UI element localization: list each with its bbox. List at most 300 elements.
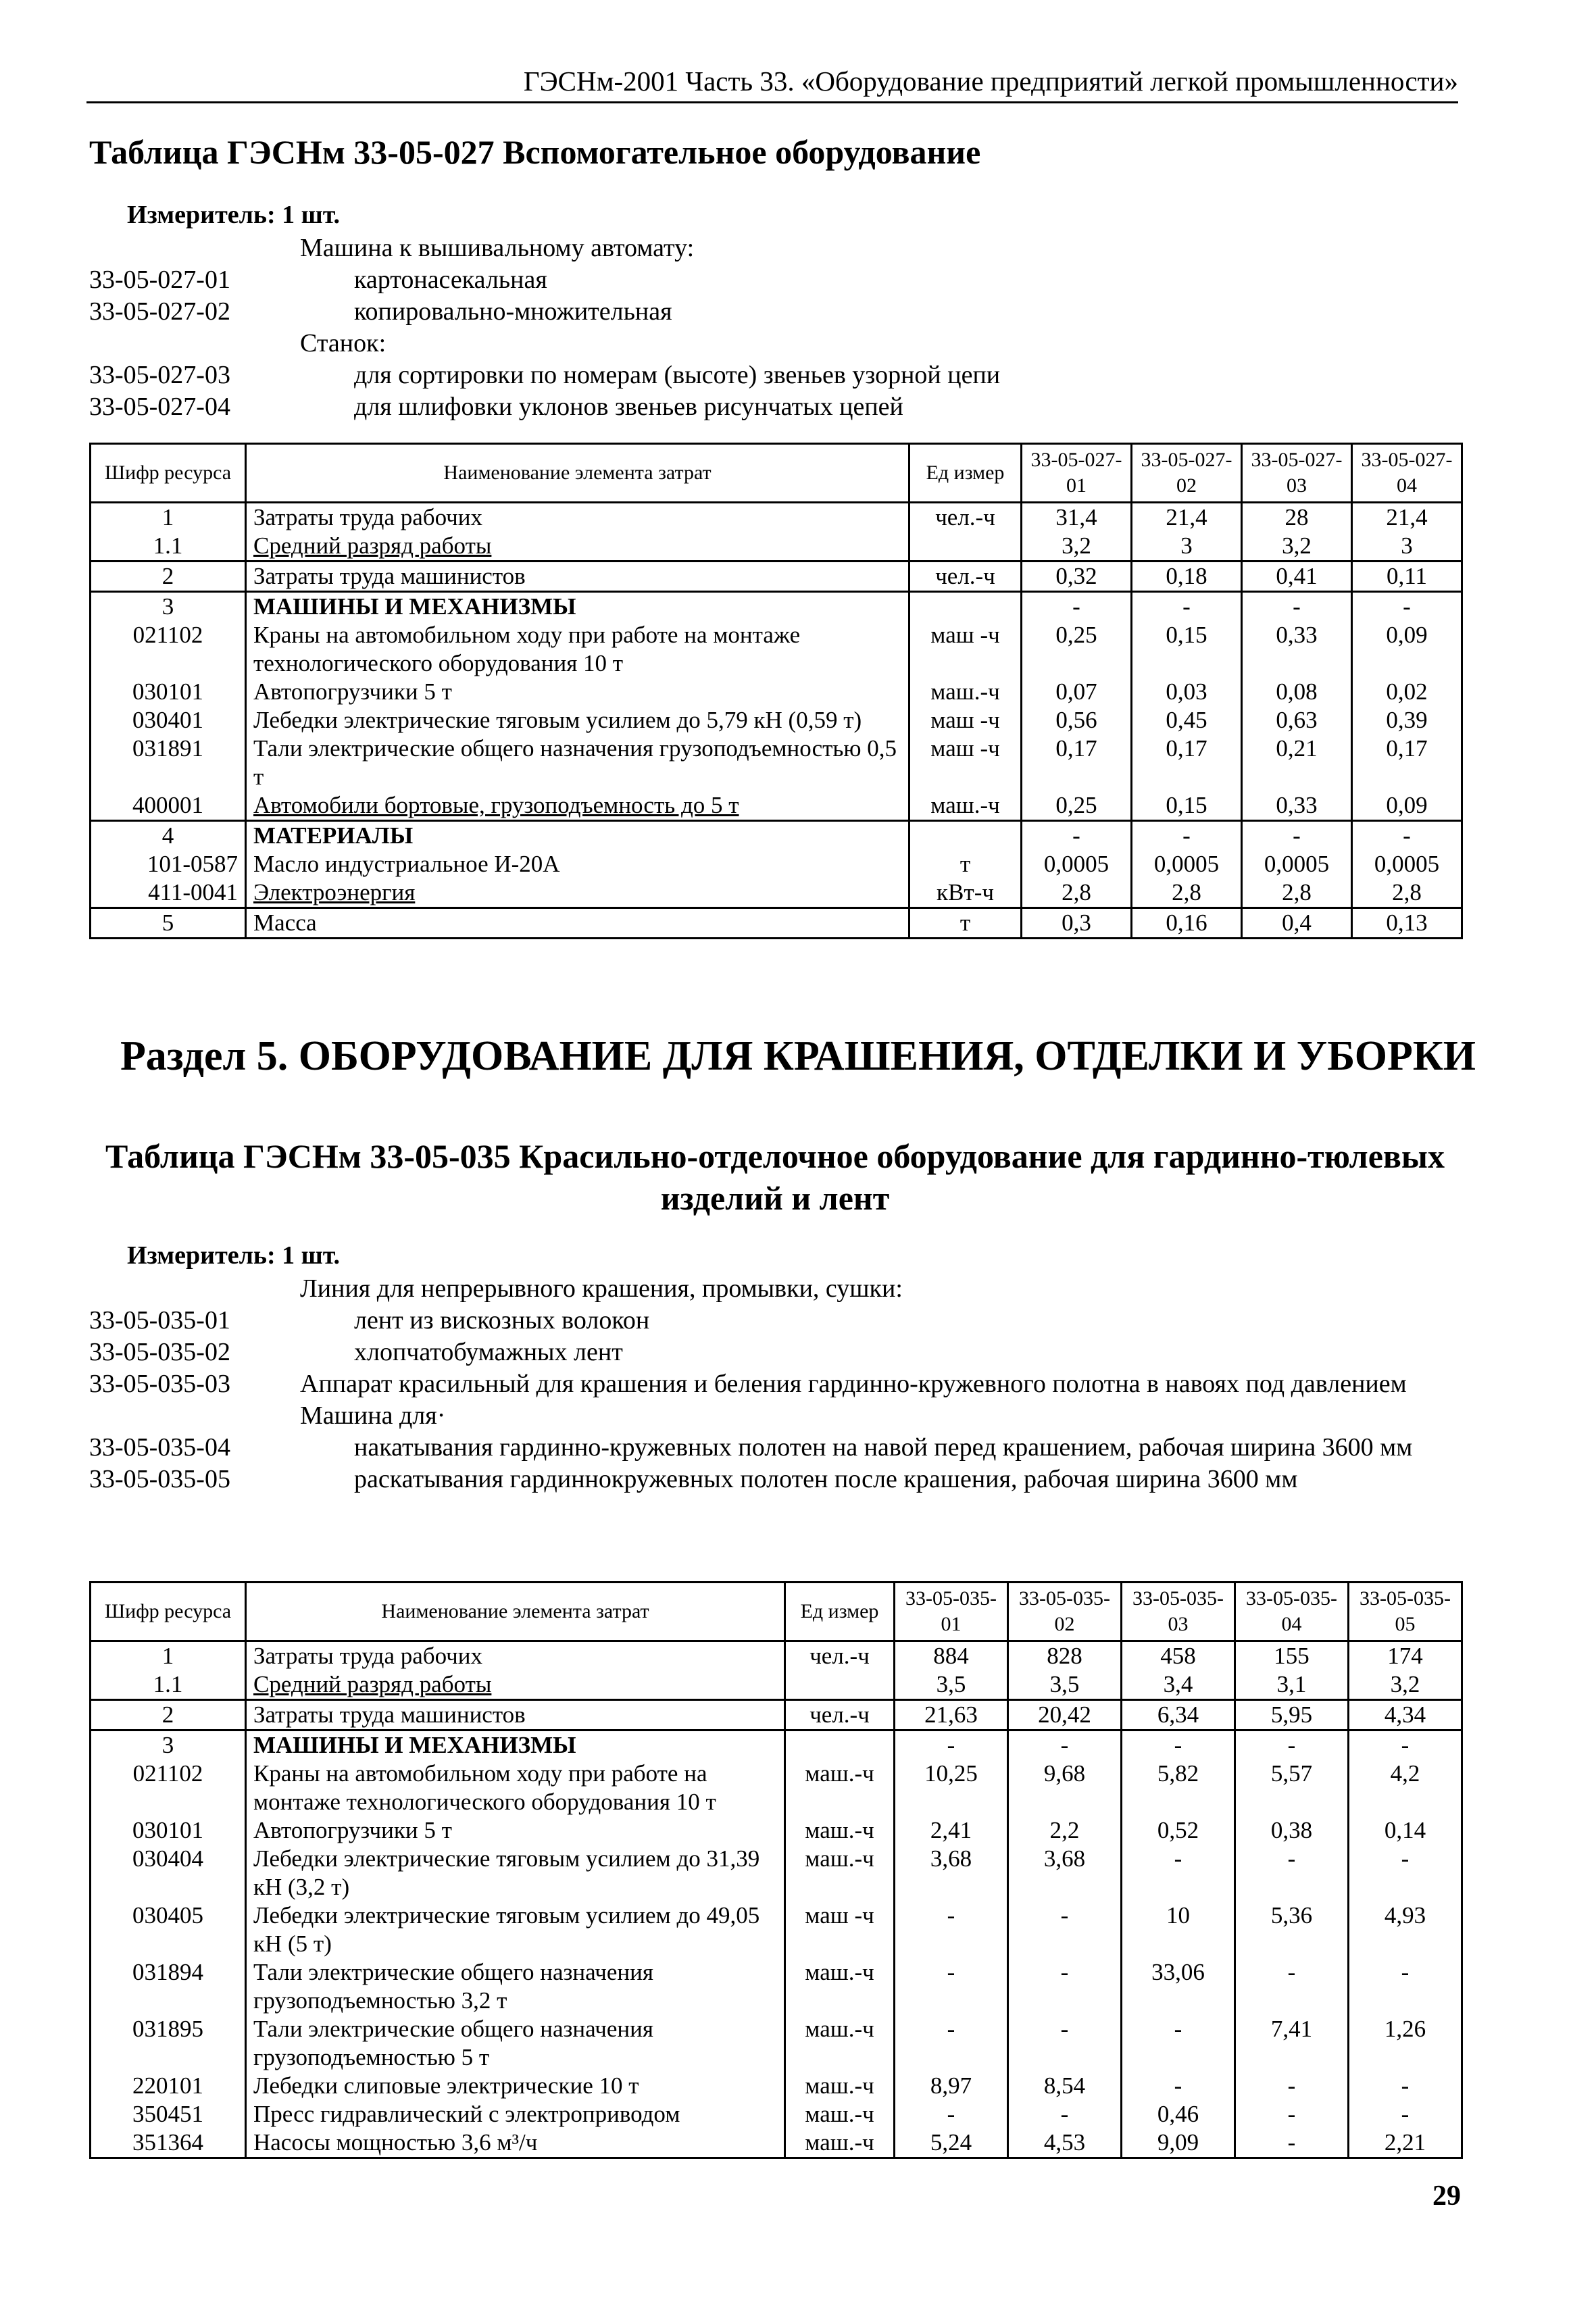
- cost-element-name: [246, 791, 909, 821]
- value-cell: 0,15: [1132, 791, 1242, 821]
- cost-element-name: [246, 503, 909, 532]
- value-cell: 0,09: [1352, 621, 1462, 678]
- column-header: 33-05-035-01: [895, 1583, 1008, 1641]
- value-cell: -: [895, 1901, 1008, 1958]
- value-cell: -: [1235, 2072, 1349, 2100]
- value-cell: -: [1122, 1731, 1235, 1760]
- value-cell: 4,34: [1349, 1700, 1462, 1731]
- table-row: [91, 1760, 1462, 1816]
- item-group-label: Машина к вышивальному автомату:: [300, 234, 695, 262]
- item-code: 33-05-027-02: [89, 297, 230, 326]
- table-row: [91, 2072, 1462, 2100]
- item-code: 33-05-035-03: [89, 1370, 230, 1398]
- value-cell: 0,07: [1022, 678, 1132, 706]
- item-text: Аппарат красильный для крашения и беления гардинно-кружевного полотна в навоях под давлением: [300, 1370, 1407, 1398]
- value-cell: 0,17: [1352, 735, 1462, 791]
- value-cell: 9,09: [1122, 2129, 1235, 2158]
- value-cell: -: [895, 1731, 1008, 1760]
- item-row: [89, 232, 1461, 264]
- column-header: 33-05-027-02: [1132, 444, 1242, 503]
- table-row: [91, 791, 1462, 821]
- value-cell: 5,36: [1235, 1901, 1349, 1958]
- resource-code: 2: [91, 1700, 246, 1731]
- value-cell: -: [1242, 592, 1352, 622]
- item-text: копировально-множительная: [354, 297, 672, 326]
- item-text: накатывания гардинно-кружевных полотен на навой перед крашением, рабочая ширина 3600 мм: [354, 1433, 1413, 1462]
- value-cell: 5,95: [1235, 1700, 1349, 1731]
- unit-cell: маш -ч: [909, 706, 1022, 735]
- value-cell: 3,4: [1122, 1670, 1235, 1700]
- value-cell: -: [1122, 1845, 1235, 1901]
- item-row: [89, 359, 1461, 391]
- item-code: 33-05-027-03: [89, 361, 230, 389]
- value-cell: -: [895, 2015, 1008, 2072]
- value-cell: 0,18: [1132, 562, 1242, 592]
- table1-measure: [127, 200, 340, 230]
- measure-label: Измеритель:: [127, 1241, 276, 1270]
- value-cell: 458: [1122, 1641, 1235, 1671]
- value-cell: 3,68: [1008, 1845, 1122, 1901]
- cost-element-name: [246, 678, 909, 706]
- value-cell: -: [895, 1958, 1008, 2015]
- column-header: Наименование элемента затрат: [246, 444, 909, 503]
- value-cell: -: [1242, 821, 1352, 851]
- value-cell: -: [895, 2100, 1008, 2129]
- item-code: 33-05-027-01: [89, 266, 230, 294]
- cost-element-text: Затраты труда рабочих: [253, 504, 482, 530]
- value-cell: 0,08: [1242, 678, 1352, 706]
- item-row: [89, 1305, 1461, 1337]
- table-row: [91, 532, 1462, 562]
- cost-element-name: [246, 1816, 785, 1845]
- column-header: 33-05-035-05: [1349, 1583, 1462, 1641]
- resource-code: 030101: [91, 678, 246, 706]
- item-row: [89, 391, 1461, 423]
- value-cell: 9,68: [1008, 1760, 1122, 1816]
- resource-code: 5: [91, 908, 246, 939]
- value-cell: 3,2: [1349, 1670, 1462, 1700]
- cost-element-name: [246, 562, 909, 592]
- unit-cell: маш.-ч: [785, 1845, 895, 1901]
- resource-code: 4: [91, 821, 246, 851]
- resource-code: 2: [91, 562, 246, 592]
- value-cell: 0,17: [1022, 735, 1132, 791]
- table-row: [91, 850, 1462, 878]
- cost-element-name: [246, 1845, 785, 1901]
- value-cell: 0,56: [1022, 706, 1132, 735]
- table-row: [91, 1845, 1462, 1901]
- value-cell: -: [1349, 1845, 1462, 1901]
- cost-element-text: МАШИНЫ И МЕХАНИЗМЫ: [253, 593, 576, 620]
- cost-element-name: [246, 1641, 785, 1671]
- value-cell: 0,63: [1242, 706, 1352, 735]
- running-header: ГЭСНм-2001 Часть 33. «Оборудование предприятий легкой промышленности»: [86, 65, 1458, 103]
- unit-cell: маш.-ч: [785, 1816, 895, 1845]
- item-row: [89, 1400, 1461, 1432]
- value-cell: 0,17: [1132, 735, 1242, 791]
- value-cell: 4,93: [1349, 1901, 1462, 1958]
- value-cell: 4,53: [1008, 2129, 1122, 2158]
- cost-element-text: Автопогрузчики 5 т: [253, 678, 452, 705]
- value-cell: 2,8: [1022, 878, 1132, 908]
- value-cell: -: [1008, 2015, 1122, 2072]
- item-row: [89, 1432, 1461, 1464]
- table2-measure: [127, 1241, 340, 1270]
- cost-element-text: Насосы мощностью 3,6 м³/ч: [253, 2129, 538, 2156]
- value-cell: 155: [1235, 1641, 1349, 1671]
- cost-element-text: Автомобили бортовые, грузоподъемность до 5 т: [253, 792, 739, 818]
- table2-title: [89, 1135, 1461, 1219]
- value-cell: 0,0005: [1132, 850, 1242, 878]
- value-cell: 6,34: [1122, 1700, 1235, 1731]
- value-cell: 2,21: [1349, 2129, 1462, 2158]
- item-code: 33-05-027-04: [89, 393, 230, 421]
- value-cell: 828: [1008, 1641, 1122, 1671]
- value-cell: 21,4: [1352, 503, 1462, 532]
- cost-element-name: [246, 621, 909, 678]
- value-cell: 2,8: [1132, 878, 1242, 908]
- item-text: для сортировки по номерам (высоте) звеньев узорной цепи: [354, 361, 1001, 389]
- value-cell: 20,42: [1008, 1700, 1122, 1731]
- cost-element-text: Лебедки слиповые электрические 10 т: [253, 2072, 639, 2099]
- resource-code: 031891: [91, 735, 246, 791]
- unit-cell: чел.-ч: [909, 562, 1022, 592]
- value-cell: 0,0005: [1022, 850, 1132, 878]
- value-cell: 5,57: [1235, 1760, 1349, 1816]
- resource-code: 1: [91, 1641, 246, 1671]
- table-row: [91, 706, 1462, 735]
- item-text: раскатывания гардиннокружевных полотен после крашения, рабочая ширина 3600 мм: [354, 1465, 1298, 1493]
- cost-element-text: Автопогрузчики 5 т: [253, 1817, 452, 1843]
- item-code: 33-05-035-02: [89, 1338, 230, 1366]
- unit-cell: маш.-ч: [909, 678, 1022, 706]
- value-cell: -: [1235, 2129, 1349, 2158]
- cost-element-name: [246, 1731, 785, 1760]
- value-cell: 0,0005: [1352, 850, 1462, 878]
- unit-cell: маш.-ч: [785, 2072, 895, 2100]
- cost-element-name: [246, 2072, 785, 2100]
- table-row: [91, 1700, 1462, 1731]
- value-cell: 0,3: [1022, 908, 1132, 939]
- value-cell: 0,25: [1022, 621, 1132, 678]
- column-header: Шифр ресурса: [91, 1583, 246, 1641]
- value-cell: -: [1008, 1958, 1122, 2015]
- value-cell: -: [1235, 2100, 1349, 2129]
- cost-element-text: Тали электрические общего назначения грузоподъемностью 3,2 т: [253, 1959, 653, 2014]
- unit-cell: маш.-ч: [785, 1958, 895, 2015]
- resource-code: 030401: [91, 706, 246, 735]
- table-row: [91, 621, 1462, 678]
- resource-code: 021102: [91, 621, 246, 678]
- value-cell: 0,45: [1132, 706, 1242, 735]
- value-cell: -: [1008, 1731, 1122, 1760]
- item-group-label: Машина для·: [300, 1401, 446, 1430]
- item-text: лент из вискозных волокон: [354, 1306, 650, 1335]
- unit-cell: [785, 1731, 895, 1760]
- item-row: [89, 1368, 1461, 1400]
- measure-label: Измеритель:: [127, 201, 276, 229]
- unit-cell: маш -ч: [909, 735, 1022, 791]
- cost-element-text: Электроэнергия: [253, 879, 416, 905]
- unit-cell: кВт-ч: [909, 878, 1022, 908]
- value-cell: 21,4: [1132, 503, 1242, 532]
- value-cell: -: [1132, 821, 1242, 851]
- resource-code: 350451: [91, 2100, 246, 2129]
- table-row: [91, 1670, 1462, 1700]
- value-cell: 1,26: [1349, 2015, 1462, 2072]
- value-cell: 4,2: [1349, 1760, 1462, 1816]
- table-row: [91, 2015, 1462, 2072]
- value-cell: 0,41: [1242, 562, 1352, 592]
- resource-code: 3: [91, 592, 246, 622]
- table2-resources: [89, 1581, 1463, 2159]
- value-cell: 0,16: [1132, 908, 1242, 939]
- value-cell: -: [1235, 1845, 1349, 1901]
- column-header: Наименование элемента затрат: [246, 1583, 785, 1641]
- item-row: [89, 1273, 1461, 1305]
- value-cell: 0,14: [1349, 1816, 1462, 1845]
- item-row: [89, 296, 1461, 328]
- resource-code: 031895: [91, 2015, 246, 2072]
- cost-element-text: Масса: [253, 910, 317, 936]
- resource-code: 220101: [91, 2072, 246, 2100]
- value-cell: 0,52: [1122, 1816, 1235, 1845]
- cost-element-text: Масло индустриальное И-20А: [253, 851, 560, 877]
- cost-element-name: [246, 706, 909, 735]
- item-group-label: Станок:: [300, 329, 386, 357]
- cost-element-text: МАШИНЫ И МЕХАНИЗМЫ: [253, 1732, 576, 1758]
- item-code: 33-05-035-01: [89, 1306, 230, 1335]
- value-cell: 0,4: [1242, 908, 1352, 939]
- cost-element-name: [246, 1901, 785, 1958]
- value-cell: 884: [895, 1641, 1008, 1671]
- unit-cell: маш -ч: [785, 1901, 895, 1958]
- cost-element-name: [246, 1760, 785, 1816]
- unit-cell: [909, 532, 1022, 562]
- cost-element-text: Лебедки электрические тяговым усилием до 31,39 кН (3,2 т): [253, 1845, 760, 1900]
- cost-element-text: Краны на автомобильном ходу при работе на монтаже технологического оборудования 10 т: [253, 622, 801, 676]
- resource-code: 1: [91, 503, 246, 532]
- cost-element-name: [246, 2015, 785, 2072]
- value-cell: 0,15: [1132, 621, 1242, 678]
- cost-element-name: [246, 2129, 785, 2158]
- cost-element-name: [246, 908, 909, 939]
- table-row: [91, 735, 1462, 791]
- value-cell: -: [1008, 2100, 1122, 2129]
- cost-element-text: Затраты труда рабочих: [253, 1643, 482, 1669]
- column-header: Шифр ресурса: [91, 444, 246, 503]
- unit-cell: маш.-ч: [785, 2100, 895, 2129]
- column-header: Ед измер: [909, 444, 1022, 503]
- cost-element-name: [246, 1670, 785, 1700]
- cost-element-text: Краны на автомобильном ходу при работе на монтаже технологического оборудования 10 т: [253, 1760, 716, 1815]
- item-text: для шлифовки уклонов звеньев рисунчатых цепей: [354, 393, 903, 421]
- table2-title-line2: изделий и лент: [660, 1179, 890, 1217]
- item-row: [89, 328, 1461, 359]
- value-cell: 2,8: [1352, 878, 1462, 908]
- resource-code: 030101: [91, 1816, 246, 1845]
- resource-code: 101-0587: [91, 850, 246, 878]
- table-row: [91, 2129, 1462, 2158]
- unit-cell: маш.-ч: [785, 2129, 895, 2158]
- table-row: [91, 1731, 1462, 1760]
- value-cell: -: [1132, 592, 1242, 622]
- value-cell: -: [1349, 1958, 1462, 2015]
- resource-code: 411-0041: [91, 878, 246, 908]
- value-cell: 0,13: [1352, 908, 1462, 939]
- cost-element-name: [246, 878, 909, 908]
- value-cell: 2,41: [895, 1816, 1008, 1845]
- value-cell: 3,5: [1008, 1670, 1122, 1700]
- cost-element-text: Пресс гидравлический с электроприводом: [253, 2101, 680, 2127]
- value-cell: 5,24: [895, 2129, 1008, 2158]
- unit-cell: [785, 1670, 895, 1700]
- value-cell: 8,54: [1008, 2072, 1122, 2100]
- unit-cell: [909, 592, 1022, 622]
- value-cell: 0,09: [1352, 791, 1462, 821]
- value-cell: -: [1352, 821, 1462, 851]
- cost-element-name: [246, 1958, 785, 2015]
- cost-element-text: Лебедки электрические тяговым усилием до 49,05 кН (5 т): [253, 1902, 760, 1957]
- item-text: хлопчатобумажных лент: [354, 1338, 623, 1366]
- item-code: 33-05-035-05: [89, 1465, 230, 1493]
- value-cell: 10: [1122, 1901, 1235, 1958]
- value-cell: 0,25: [1022, 791, 1132, 821]
- value-cell: 0,11: [1352, 562, 1462, 592]
- resource-code: 3: [91, 1731, 246, 1760]
- value-cell: 5,82: [1122, 1760, 1235, 1816]
- unit-cell: чел.-ч: [785, 1700, 895, 1731]
- table-row: [91, 2100, 1462, 2129]
- unit-cell: маш.-ч: [785, 1760, 895, 1816]
- value-cell: 0,38: [1235, 1816, 1349, 1845]
- cost-element-text: Затраты труда машинистов: [253, 563, 526, 589]
- table-row: [91, 1816, 1462, 1845]
- column-header: 33-05-035-02: [1008, 1583, 1122, 1641]
- value-cell: -: [1352, 592, 1462, 622]
- value-cell: 0,0005: [1242, 850, 1352, 878]
- resource-code: 031894: [91, 1958, 246, 2015]
- resource-code: 030404: [91, 1845, 246, 1901]
- value-cell: -: [1022, 821, 1132, 851]
- value-cell: -: [1122, 2015, 1235, 2072]
- value-cell: 0,03: [1132, 678, 1242, 706]
- item-row: [89, 1464, 1461, 1495]
- unit-cell: т: [909, 908, 1022, 939]
- value-cell: 0,21: [1242, 735, 1352, 791]
- value-cell: -: [1349, 2100, 1462, 2129]
- unit-cell: маш.-ч: [785, 2015, 895, 2072]
- cost-element-text: МАТЕРИАЛЫ: [253, 822, 414, 849]
- table-row: [91, 908, 1462, 939]
- value-cell: -: [1349, 2072, 1462, 2100]
- measure-value: 1 шт.: [282, 201, 341, 229]
- table-row: [91, 562, 1462, 592]
- table1-title: Таблица ГЭСНм 33-05-027 Вспомогательное оборудование: [89, 133, 981, 171]
- resource-code: 400001: [91, 791, 246, 821]
- value-cell: 0,02: [1352, 678, 1462, 706]
- item-group-label: Линия для непрерывного крашения, промывки, сушки:: [300, 1274, 903, 1303]
- value-cell: 0,32: [1022, 562, 1132, 592]
- unit-cell: чел.-ч: [909, 503, 1022, 532]
- page-number: 29: [1432, 2181, 1461, 2212]
- cost-element-name: [246, 821, 909, 851]
- measure-value: 1 шт.: [282, 1241, 341, 1270]
- column-header: 33-05-027-03: [1242, 444, 1352, 503]
- value-cell: -: [1022, 592, 1132, 622]
- value-cell: -: [1008, 1901, 1122, 1958]
- table-row: [91, 1901, 1462, 1958]
- table2-item-list: [89, 1273, 1461, 1495]
- value-cell: 2,8: [1242, 878, 1352, 908]
- item-text: картонасекальная: [354, 266, 547, 294]
- cost-element-text: Затраты труда машинистов: [253, 1701, 526, 1728]
- unit-cell: [909, 821, 1022, 851]
- column-header: 33-05-035-03: [1122, 1583, 1235, 1641]
- value-cell: 3,5: [895, 1670, 1008, 1700]
- value-cell: 3,2: [1022, 532, 1132, 562]
- table-row: [91, 1958, 1462, 2015]
- value-cell: 2,2: [1008, 1816, 1122, 1845]
- cost-element-name: [246, 850, 909, 878]
- unit-cell: маш.-ч: [909, 791, 1022, 821]
- value-cell: 7,41: [1235, 2015, 1349, 2072]
- table-row: [91, 878, 1462, 908]
- table-row: [91, 592, 1462, 622]
- column-header: 33-05-027-04: [1352, 444, 1462, 503]
- cost-element-name: [246, 592, 909, 622]
- cost-element-text: Средний разряд работы: [253, 1671, 492, 1697]
- cost-element-name: [246, 2100, 785, 2129]
- value-cell: 0,46: [1122, 2100, 1235, 2129]
- value-cell: -: [1349, 1731, 1462, 1760]
- cost-element-name: [246, 1700, 785, 1731]
- value-cell: 3,68: [895, 1845, 1008, 1901]
- column-header: Ед измер: [785, 1583, 895, 1641]
- value-cell: 3,1: [1235, 1670, 1349, 1700]
- resource-code: 021102: [91, 1760, 246, 1816]
- column-header: 33-05-027-01: [1022, 444, 1132, 503]
- table1-item-list: [89, 232, 1461, 423]
- cost-element-text: Тали электрические общего назначения грузоподъемностью 0,5 т: [253, 735, 897, 790]
- cost-element-text: Лебедки электрические тяговым усилием до 5,79 кН (0,59 т): [253, 707, 862, 733]
- cost-element-text: Средний разряд работы: [253, 532, 492, 559]
- value-cell: 33,06: [1122, 1958, 1235, 2015]
- unit-cell: чел.-ч: [785, 1641, 895, 1671]
- table1-resources: [89, 443, 1463, 939]
- unit-cell: т: [909, 850, 1022, 878]
- value-cell: -: [1235, 1731, 1349, 1760]
- unit-cell: маш -ч: [909, 621, 1022, 678]
- table-row: [91, 1641, 1462, 1671]
- value-cell: 28: [1242, 503, 1352, 532]
- item-row: [89, 264, 1461, 296]
- cost-element-text: Тали электрические общего назначения грузоподъемностью 5 т: [253, 2016, 653, 2070]
- value-cell: 0,33: [1242, 791, 1352, 821]
- resource-code: 1.1: [91, 532, 246, 562]
- resource-code: 030405: [91, 1901, 246, 1958]
- table-row: [91, 503, 1462, 532]
- resource-code: 351364: [91, 2129, 246, 2158]
- table2-title-line1: Таблица ГЭСНм 33-05-035 Красильно-отделочное оборудование для гардинно-тюлевых: [105, 1137, 1445, 1175]
- value-cell: 21,63: [895, 1700, 1008, 1731]
- value-cell: 174: [1349, 1641, 1462, 1671]
- value-cell: 8,97: [895, 2072, 1008, 2100]
- cost-element-name: [246, 532, 909, 562]
- value-cell: 3: [1352, 532, 1462, 562]
- value-cell: 3: [1132, 532, 1242, 562]
- value-cell: 0,39: [1352, 706, 1462, 735]
